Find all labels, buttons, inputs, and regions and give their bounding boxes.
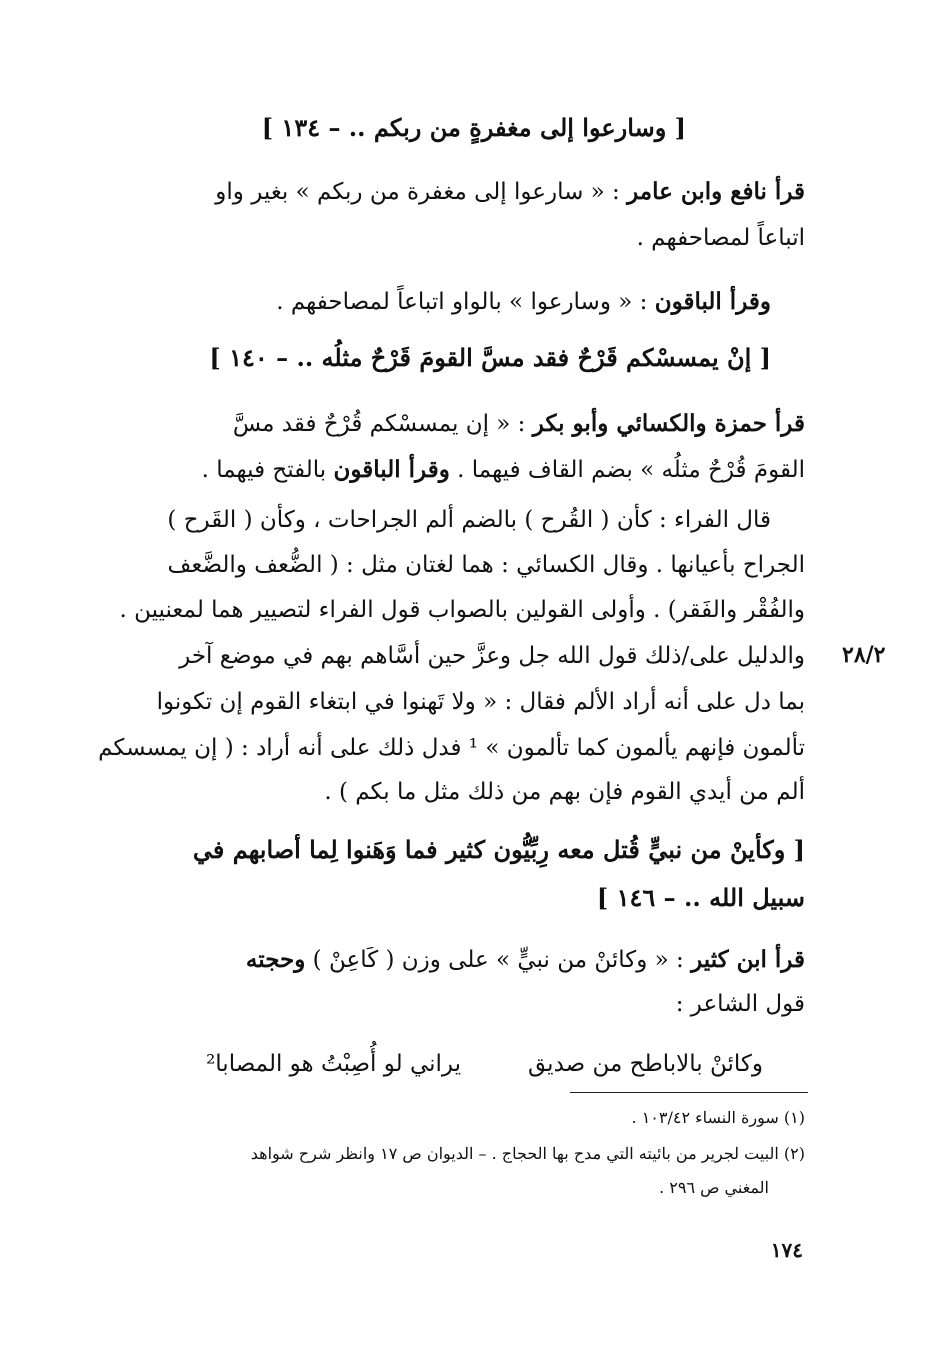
- paragraph-line: تألمون فإنهم يألمون كما تألمون » ¹ فدل ذلك على أنه أراد : ( إن يمسسكم: [98, 735, 805, 761]
- paragraph: [246, 940, 805, 980]
- footnote: المغني ص ٢٩٦ .: [659, 1178, 769, 1197]
- page-number: ١٧٤: [770, 1238, 803, 1262]
- reader-name: وقرأ الباقون: [654, 288, 771, 315]
- footnote: (٢) البيت لجرير من بائيته التي مدح بها الحجاج . – الديوان ص ١٧ وانظر شرح شواهد: [250, 1144, 805, 1163]
- paragraph-line: ألم من أيدي القوم فإن بهم من ذلك مثل ما بكم ) .: [324, 779, 805, 805]
- paragraph: [276, 282, 771, 322]
- paragraph-line: قال الفراء : كأن ( القُرح ) بالضم ألم الجراحات ، وكأن ( القَرح ): [167, 507, 771, 533]
- poem-hemistich: وكائنْ بالاباطح من صديق: [527, 1051, 763, 1077]
- text-run: القومَ قُرْحٌ مثلُه » بضم القاف فيهما .: [449, 457, 805, 483]
- text-run: : « وكائنْ من نبيٍّ » على وزن ( كَاعِنْ ): [305, 947, 692, 973]
- footnote: (١) سورة النساء ١٠٣/٤٢ .: [631, 1108, 805, 1127]
- footnote-separator: [570, 1092, 808, 1093]
- paragraph-line: والدليل على/ذلك قول الله جل وعزَّ حين أسَّاهم بهم في موضع آخر: [179, 643, 805, 669]
- poem-hemistich: يراني لو أُصِبْتُ هو المصابا²: [206, 1051, 461, 1077]
- text-run: : « وسارعوا » بالواو اتباعاً لمصاحفهم .: [276, 289, 655, 315]
- text-run: : « سارعوا إلى مغفرة من ربكم » بغير واو: [215, 179, 628, 205]
- text-run: بالفتح فيهما .: [201, 457, 334, 483]
- reader-name: قرأ نافع وابن عامر: [627, 178, 805, 205]
- reader-name: وقرأ الباقون: [333, 456, 450, 483]
- paragraph-line: [202, 450, 805, 490]
- verse-heading: سبيل الله .. – ١٤٦ ]: [596, 883, 805, 912]
- paragraph-line: قول الشاعر :: [675, 991, 805, 1017]
- reader-name: قرأ حمزة والكسائي وأبو بكر: [532, 410, 805, 437]
- paragraph: [215, 172, 805, 212]
- margin-reference: ٢٨/٢: [842, 642, 886, 668]
- verse-heading: [ إنْ يمسسْكم قَرْحٌ فقد مسَّ القومَ قَرْحٌ مثلُه .. – ١٤٠ ]: [209, 343, 771, 372]
- paragraph-line: والفُقْر والفَقر) . وأولى القولين بالصواب قول الفراء لتصيير هما لمعنيين .: [119, 597, 805, 623]
- reader-name: قرأ ابن كثير: [691, 946, 805, 973]
- paragraph-line: اتباعاً لمصاحفهم .: [636, 225, 805, 251]
- verse-heading: [ وكأينْ من نبيٍّ قُتل معه رِبِّيُّون كثير فما وَهَنوا لِما أصابهم في: [192, 835, 805, 864]
- text-run: وحجته: [245, 946, 306, 973]
- paragraph-line: الجراح بأعيانها . وقال الكسائي : هما لغتان مثل : ( الضُّعف والضَّعف: [167, 552, 805, 578]
- paragraph: [233, 404, 805, 444]
- verse-heading: [ وسارعوا إلى مغفرةٍ من ربكم .. – ١٣٤ ]: [261, 113, 686, 142]
- paragraph-line: بما دل على أنه أراد الألم فقال : « ولا تَهنوا في ابتغاء القوم إن تكونوا: [156, 689, 805, 715]
- text-run: : « إن يمسسْكم قُرْحٌ فقد مسَّ: [232, 411, 533, 437]
